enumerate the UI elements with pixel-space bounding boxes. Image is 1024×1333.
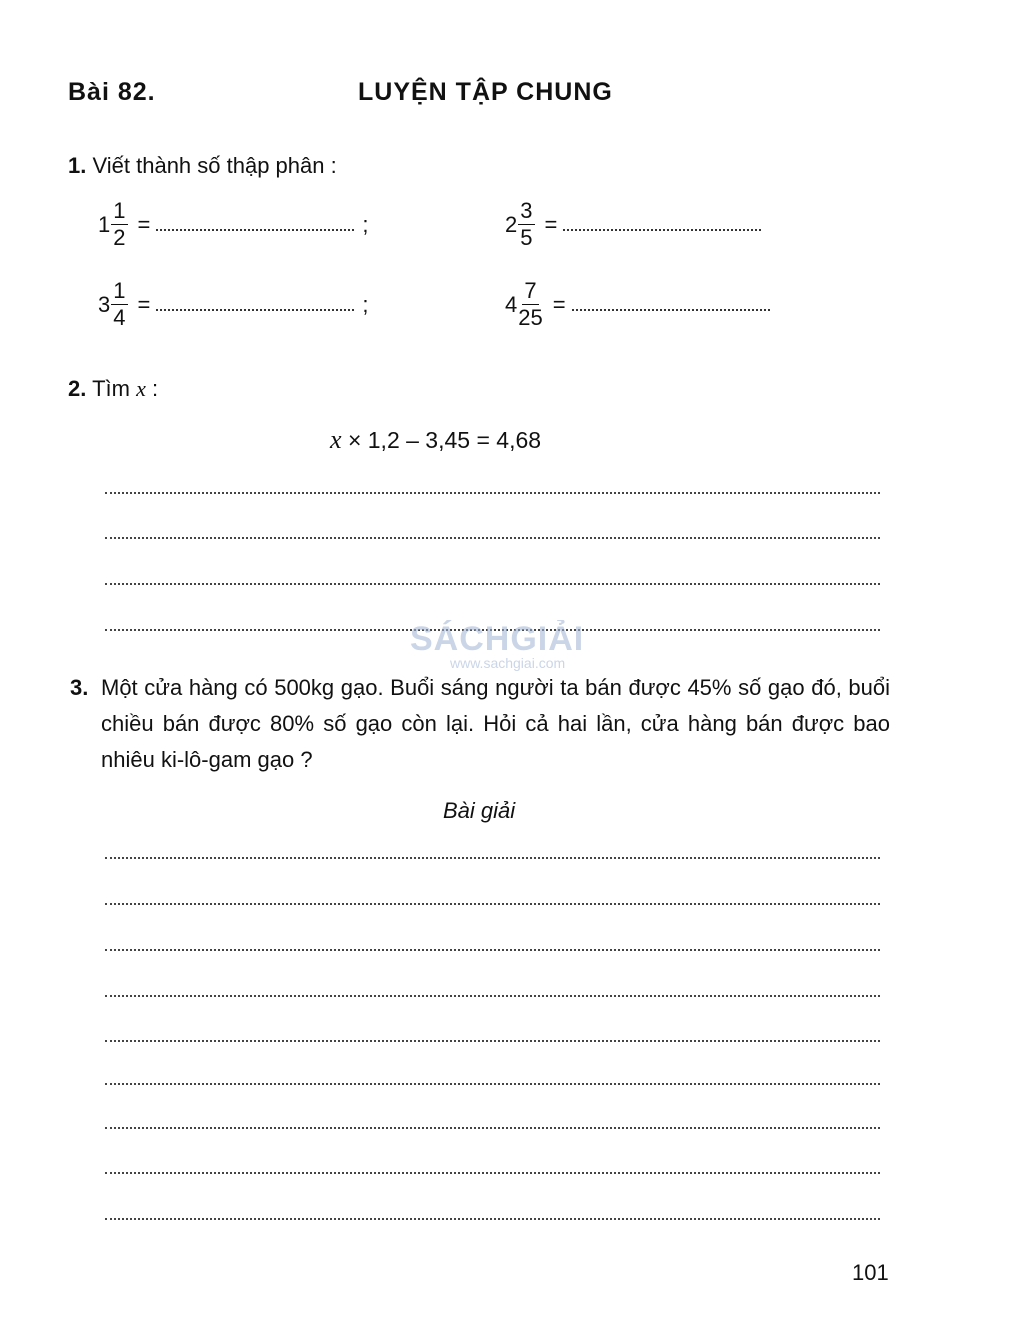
exercise-1-instruction: Viết thành số thập phân : [92,153,337,178]
fraction-whole: 2 [505,211,518,237]
solution-line[interactable] [105,857,880,859]
equals-sign: = [544,211,558,237]
fraction [518,280,542,329]
lesson-header [68,78,948,112]
solution-title: Bài giải [443,798,516,823]
exercise-3-text: Một cửa hàng có 500kg gạo. Buổi sáng người ta bán được 45% số gạo đó, buổi chiều bán được 80% số gạo còn lại. Hỏi cả hai lần, cửa hàng bán được bao nhiêu ki-lô-gam gạo ? [101,675,890,772]
equation-variable: x [330,425,342,454]
fraction-item-4 [505,280,770,329]
fraction [111,200,127,249]
equals-sign: = [552,291,566,317]
solution-line[interactable] [105,995,880,997]
fraction [518,200,534,249]
page-number: 101 [852,1260,889,1285]
exercise-2-label [68,376,158,402]
separator: ; [362,291,369,317]
solution-line[interactable] [105,1127,880,1129]
exercise-2-number: 2. [68,376,87,401]
answer-blank[interactable] [563,229,761,231]
equation-rest: × 1,2 – 3,45 = 4,68 [347,427,542,453]
solution-line[interactable] [105,1083,880,1085]
separator: ; [362,211,369,237]
answer-blank[interactable] [572,309,770,311]
fraction-item-3 [98,280,368,329]
exercise-1-label [68,153,337,179]
fraction-whole: 4 [505,291,518,317]
fraction-denominator: 5 [520,225,533,250]
answer-line[interactable] [105,537,880,539]
exercise-3 [70,670,890,778]
solution-line[interactable] [105,903,880,905]
solution-line[interactable] [105,949,880,951]
lesson-title: LUYỆN TẬP CHUNG [358,78,613,106]
equals-sign: = [137,291,151,317]
answer-line[interactable] [105,583,880,585]
lesson-number: Bài 82. [68,78,156,106]
fraction-numerator: 3 [520,198,533,223]
fraction-denominator: 2 [113,225,126,250]
watermark-url: www.sachgiai.com [450,655,566,671]
exercise-2-instruction: Tìm [92,376,130,401]
answer-blank[interactable] [156,309,354,311]
fraction-whole: 1 [98,211,111,237]
solution-line[interactable] [105,1218,880,1220]
fraction-item-2 [505,200,761,249]
solution-line[interactable] [105,1172,880,1174]
fraction-denominator: 4 [113,305,126,330]
fraction-denominator: 25 [518,305,543,330]
answer-line[interactable] [105,492,880,494]
variable-x: x [136,376,146,401]
answer-blank[interactable] [156,229,354,231]
fraction-item-1 [98,200,368,249]
equation [330,425,541,455]
colon: : [151,376,159,401]
exercise-3-number: 3. [70,675,89,700]
equals-sign: = [137,211,151,237]
fraction-numerator: 1 [113,278,126,303]
fraction-whole: 3 [98,291,111,317]
fraction-numerator: 7 [524,278,537,303]
fraction [111,280,127,329]
exercise-1-number: 1. [68,153,87,178]
solution-line[interactable] [105,1040,880,1042]
fraction-numerator: 1 [113,198,126,223]
watermark-logo: SÁCHGIẢI [410,620,585,658]
